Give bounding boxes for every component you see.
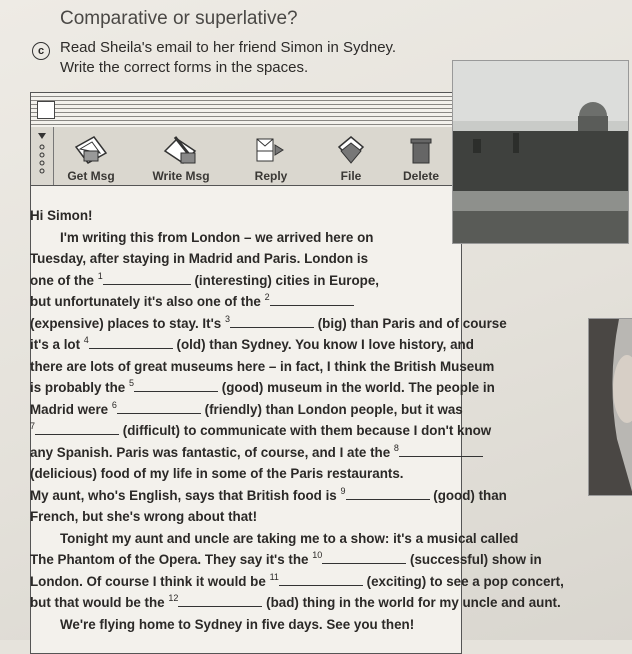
window-titlebar[interactable]	[31, 93, 461, 128]
gap-number: 7	[30, 421, 36, 431]
gap-number: 1	[97, 270, 103, 281]
gap-number: 2	[264, 292, 270, 302]
email-line: there are lots of great museums here – in fact, I think the British Museum	[30, 358, 495, 374]
email-line: My aunt, who's English, says that British food is $^9$ (good) than	[30, 485, 507, 503]
email-body	[30, 205, 610, 635]
gap-number: 9	[340, 485, 346, 496]
answer-blank[interactable]	[230, 317, 314, 328]
email-greeting: Hi Simon!	[30, 208, 93, 223]
reply-icon	[251, 133, 291, 167]
answer-blank[interactable]	[103, 274, 191, 285]
gap-number: 4	[83, 335, 89, 345]
email-line: I'm writing this from London – we arrived here on	[60, 229, 374, 245]
gap-number: 8	[393, 442, 399, 453]
gap-number: 6	[111, 399, 117, 410]
answer-blank[interactable]	[270, 295, 354, 306]
email-line: Tonight my aunt and uncle are taking me to a show: it's a musical called	[60, 530, 519, 546]
instruction-line-2: Write the correct forms in the spaces.	[60, 59, 309, 76]
email-line: (expensive) places to stay. It's $^3$ (big) than Paris and of course	[30, 313, 507, 331]
email-line: (delicious) food of my life in some of the Paris restaurants.	[30, 466, 404, 481]
instruction-line-1: Read Sheila's email to her friend Simon in Sydney.	[60, 39, 397, 56]
toolbar-dots-icon	[31, 127, 53, 185]
answer-blank[interactable]	[35, 424, 119, 435]
write-msg-icon	[161, 133, 201, 167]
exercise-heading: Comparative or superlative?	[60, 8, 298, 29]
gap-number: 3	[224, 313, 230, 324]
reply-button[interactable]	[241, 127, 301, 185]
exercise-instructions	[60, 38, 396, 78]
reply-label: Reply	[254, 169, 288, 183]
file-folder-icon	[331, 133, 371, 167]
write-msg-label: Write Msg	[152, 169, 210, 183]
email-line: one of the $^1$ (interesting) cities in Europe,	[30, 270, 379, 288]
get-msg-icon	[72, 133, 110, 167]
file-button[interactable]	[321, 127, 381, 185]
email-line: The Phantom of the Opera. They say it's the $^{10}$ (successful) show in	[30, 550, 542, 567]
email-line: Madrid were $^6$ (friendly) than London people, but it was	[30, 399, 463, 417]
exercise-letter-badge: c	[32, 42, 50, 60]
email-line: but that would be the $^{12}$ (bad) thing in the world for my uncle and aunt.	[30, 593, 561, 610]
answer-blank[interactable]	[399, 446, 483, 457]
answer-blank[interactable]	[346, 489, 430, 500]
email-line: We're flying home to Sydney in five days. See you then!	[60, 616, 415, 632]
toolbar-side-strip	[31, 127, 54, 185]
answer-blank[interactable]	[279, 575, 363, 586]
answer-blank[interactable]	[117, 403, 201, 414]
email-line: but unfortunately it's also one of the $^2$	[30, 291, 610, 313]
write-msg-button[interactable]	[143, 127, 219, 185]
email-line: London. Of course I think it would be $^{11}$ (exciting) to see a pop concert,	[30, 571, 564, 589]
email-line: $^7$ (difficult) to communicate with them because I don't know	[30, 421, 492, 438]
gap-number: 5	[128, 378, 134, 388]
email-line: it's a lot $^4$ (old) than Sydney. You know I love history, and	[30, 335, 474, 352]
email-line: Tuesday, after staying in Madrid and Paris. London is	[30, 251, 369, 266]
answer-blank[interactable]	[89, 338, 173, 349]
delete-button[interactable]	[391, 127, 451, 185]
gap-number: 12	[168, 593, 179, 603]
gap-number: 10	[312, 550, 323, 560]
answer-blank[interactable]	[134, 381, 218, 392]
delete-label: Delete	[402, 169, 440, 183]
answer-blank[interactable]	[178, 596, 262, 607]
email-line: is probably the $^5$ (good) museum in the world. The people in	[30, 378, 495, 395]
file-label: File	[340, 169, 362, 183]
trash-icon	[401, 133, 441, 167]
gap-number: 11	[269, 571, 279, 582]
get-msg-label: Get Msg	[67, 169, 115, 183]
email-line: French, but she's wrong about that!	[30, 509, 258, 524]
get-msg-button[interactable]	[61, 127, 121, 185]
close-box-icon[interactable]	[37, 101, 55, 119]
email-toolbar	[31, 127, 461, 186]
email-line: any Spanish. Paris was fantastic, of course, and I ate the $^8$	[30, 442, 610, 464]
answer-blank[interactable]	[322, 553, 406, 564]
